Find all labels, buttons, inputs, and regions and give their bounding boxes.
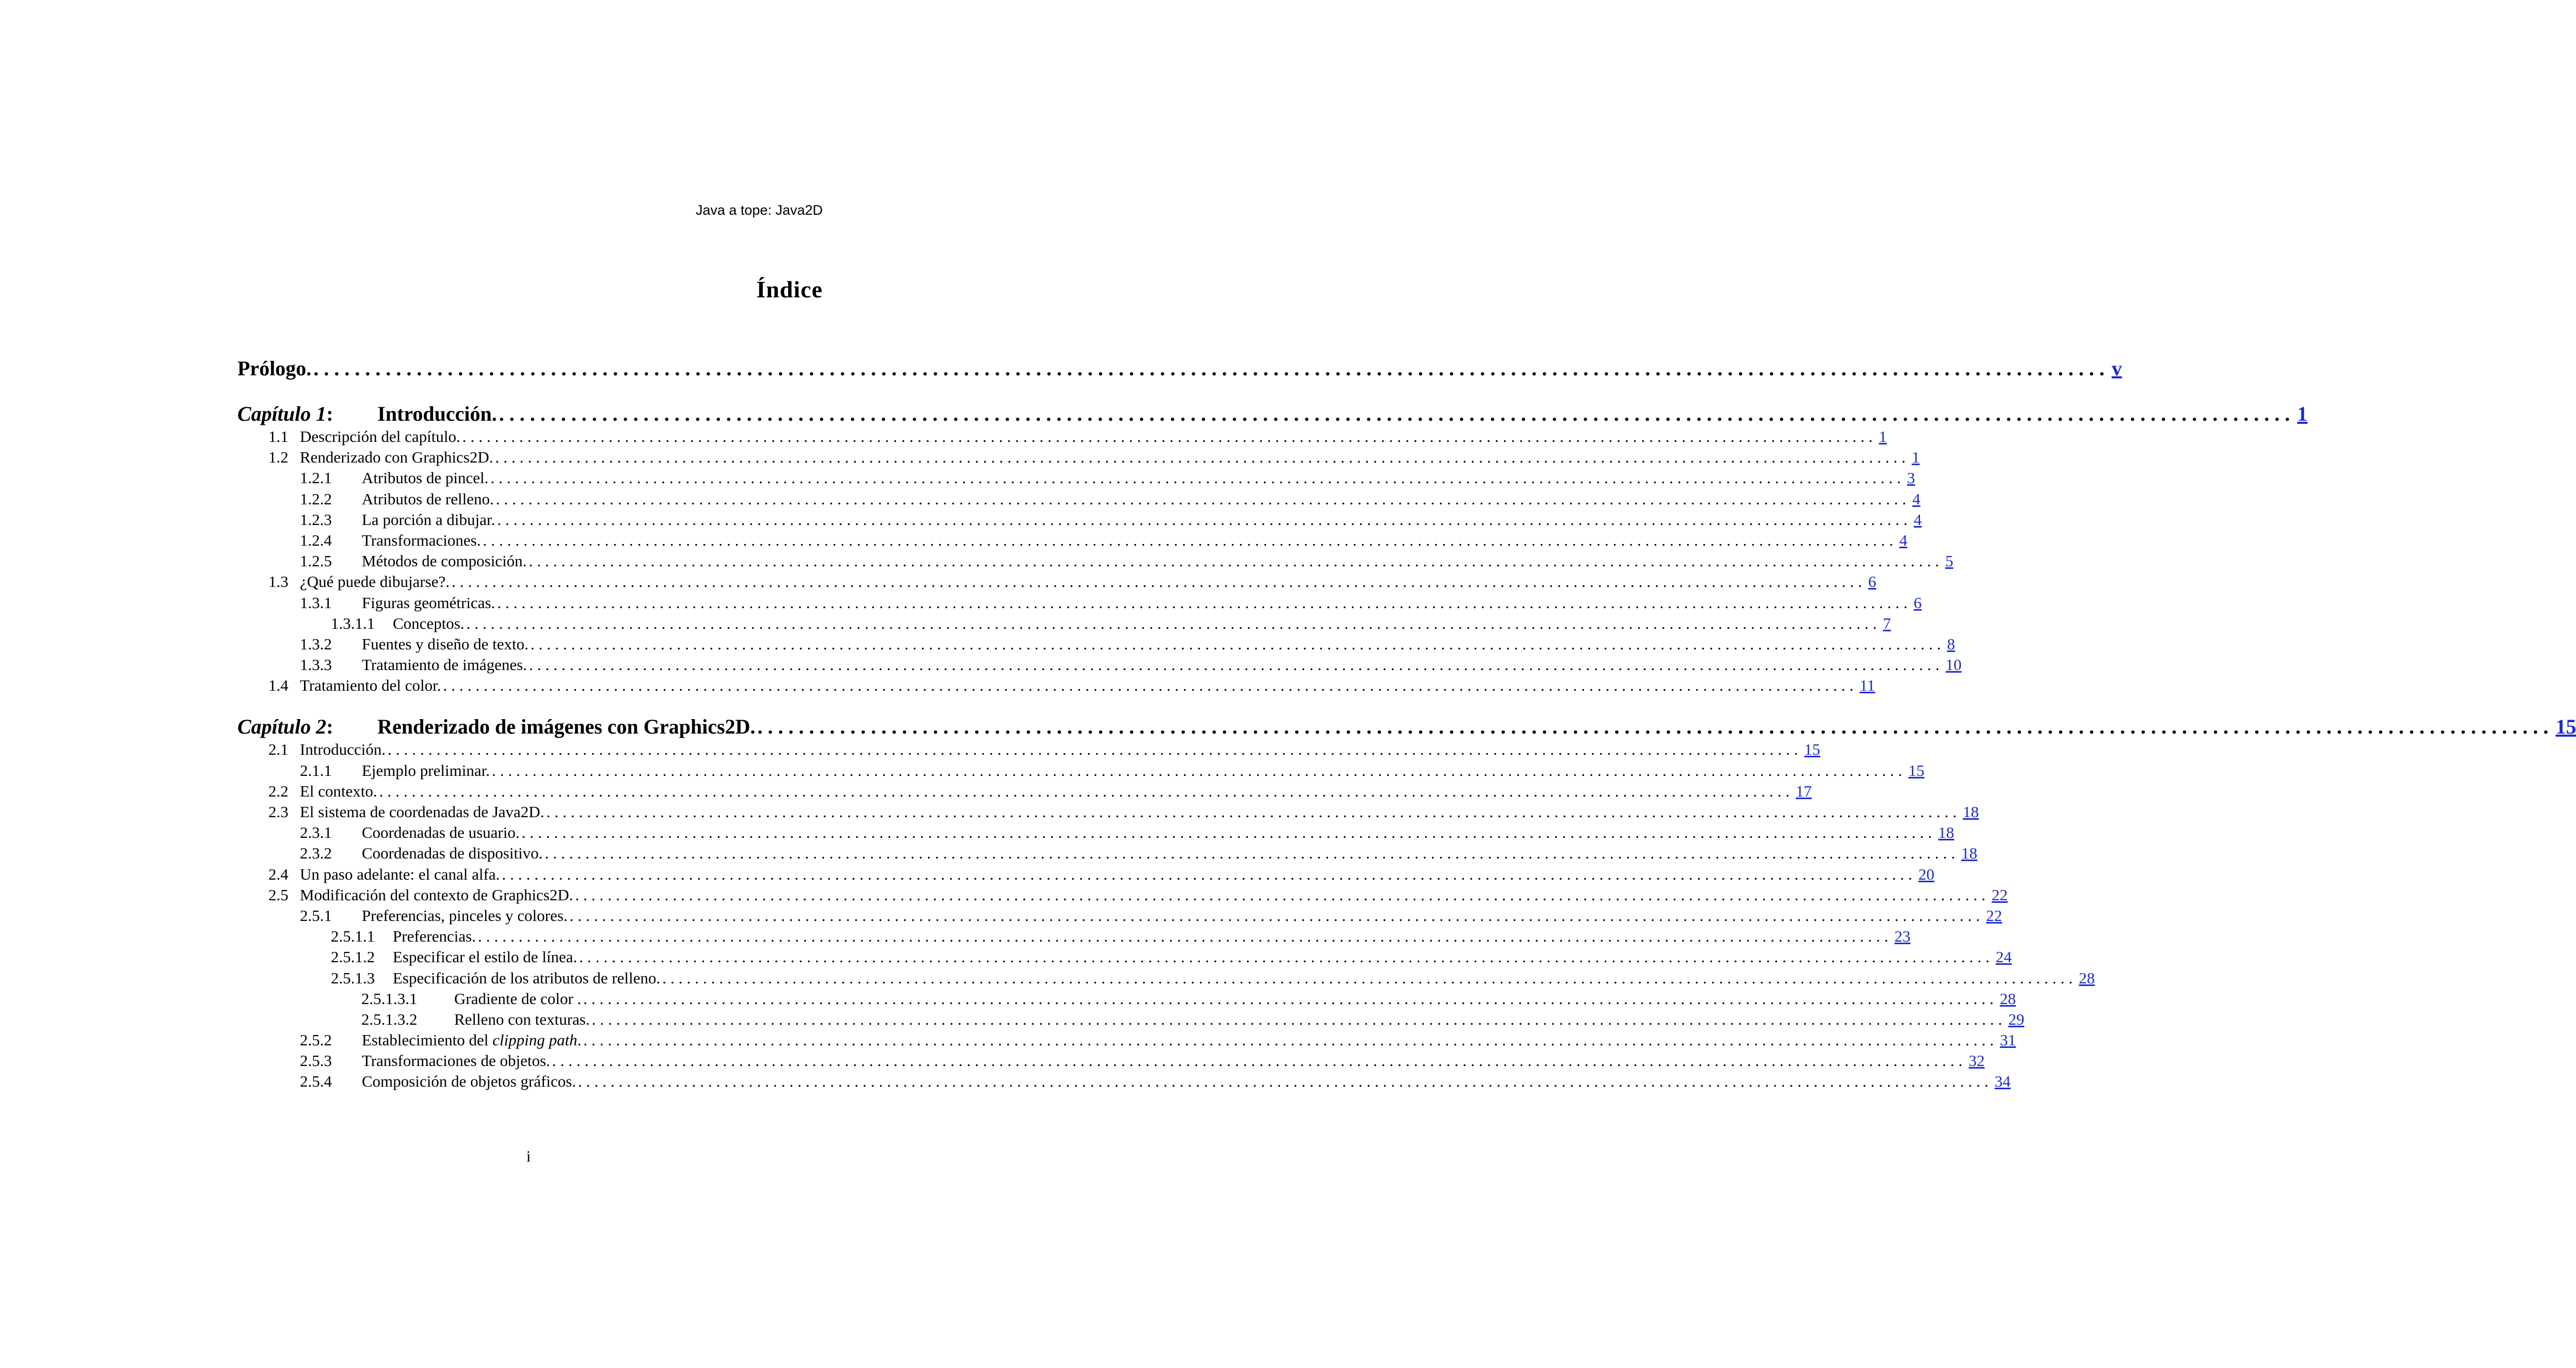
section-title: Descripción del capítulo. — [300, 427, 460, 446]
chapter-prefix: Capítulo 2 — [237, 715, 327, 739]
italic-term: clipping path — [492, 1031, 578, 1049]
chapter-colon: : — [326, 715, 333, 739]
toc-page-link[interactable]: 6 — [1868, 572, 1877, 591]
leader-dots: .............................................................................................................................................................................. — [497, 593, 1912, 612]
toc-entry[interactable] — [237, 885, 2008, 906]
section-title: El sistema de coordenadas de Java2D. — [300, 803, 545, 821]
toc-entry[interactable] — [237, 803, 1979, 823]
toc-page-link[interactable]: 18 — [1961, 844, 1977, 863]
leader-dots: .............................................................................................................................................................................. — [757, 715, 2554, 739]
section-number: 2.2 — [268, 782, 289, 800]
section-title: Ejemplo preliminar. — [362, 761, 490, 780]
leader-dots: .............................................................................................................................................................................. — [491, 761, 1907, 780]
toc-page-link[interactable]: 5 — [1945, 552, 1954, 570]
toc-page-link[interactable]: 29 — [2008, 1010, 2025, 1028]
toc-entry[interactable] — [237, 761, 1925, 782]
section-title: Establecimiento del clipping path. — [362, 1031, 582, 1049]
section-title: Especificación de los atributos de relleno. — [393, 968, 661, 987]
leader-dots: .............................................................................................................................................................................. — [499, 402, 2295, 425]
toc-page-link[interactable]: 22 — [1991, 885, 2008, 904]
section-number: 2.5.1.1 — [331, 927, 375, 946]
toc-entry[interactable] — [237, 489, 1921, 511]
toc-entry[interactable] — [237, 552, 1954, 572]
toc-entry[interactable] — [237, 1010, 2025, 1031]
section-number: 2.3.2 — [300, 844, 332, 863]
toc-page-link[interactable]: 1 — [2297, 402, 2308, 425]
leader-dots: .............................................................................................................................................................................. — [529, 552, 1943, 570]
leader-dots: .............................................................................................................................................................................. — [483, 531, 1897, 549]
toc-page-link[interactable]: 4 — [1913, 510, 1922, 529]
leader-dots: .............................................................................................................................................................................. — [579, 948, 1994, 966]
section-title: Gradiente de color . — [454, 989, 582, 1008]
leader-dots: .............................................................................................................................................................................. — [578, 1072, 1993, 1091]
section-number: 2.5.2 — [300, 1031, 332, 1049]
toc-page-link[interactable]: 18 — [1962, 803, 1979, 821]
toc-entry[interactable] — [237, 448, 1920, 469]
toc-page-link[interactable]: 15 — [2555, 715, 2576, 739]
toc-entry[interactable] — [237, 593, 1922, 614]
section-title: Relleno con texturas. — [454, 1010, 590, 1028]
toc-entry-prologo[interactable] — [237, 356, 2122, 382]
toc-page-link[interactable]: 11 — [1860, 676, 1875, 695]
toc-entry[interactable] — [237, 469, 1915, 489]
toc-page-link[interactable]: 20 — [1918, 865, 1934, 883]
section-title: Transformaciones de objetos. — [362, 1052, 550, 1070]
section-number: 2.4 — [268, 865, 289, 883]
toc-page-link[interactable]: 4 — [1912, 489, 1921, 508]
section-title: ¿Qué puede dibujarse?. — [300, 572, 450, 591]
section-title: Transformaciones. — [362, 531, 481, 549]
toc-page-link[interactable]: 32 — [1969, 1052, 1985, 1070]
section-number: 1.3.1.1 — [331, 614, 375, 632]
toc-entry[interactable] — [237, 634, 1955, 656]
leader-dots: .............................................................................................................................................................................. — [502, 865, 1916, 883]
section-title: Tratamiento de imágenes. — [362, 656, 527, 674]
section-title: Renderizado con Graphics2D. — [300, 448, 493, 467]
toc-entry[interactable] — [237, 865, 1934, 886]
toc-entry[interactable] — [237, 572, 1877, 593]
leader-dots: .............................................................................................................................................................................. — [529, 656, 1944, 674]
leader-dots: .............................................................................................................................................................................. — [662, 968, 2077, 987]
leader-dots: .............................................................................................................................................................................. — [443, 676, 1858, 695]
leader-dots: .............................................................................................................................................................................. — [545, 844, 1959, 863]
toc-page-link[interactable]: 18 — [1938, 823, 1955, 842]
toc-page-link[interactable]: 15 — [1804, 740, 1820, 759]
section-title: Atributos de pincel. — [362, 469, 489, 487]
section-title: Coordenadas de dispositivo. — [362, 844, 543, 863]
toc-entry[interactable] — [237, 844, 1977, 865]
leader-dots: .............................................................................................................................................................................. — [583, 989, 1998, 1008]
toc-page-link[interactable]: 1 — [1879, 427, 1887, 446]
toc-entry[interactable] — [237, 531, 1908, 552]
section-number: 1.1 — [268, 427, 289, 446]
section-number: 2.5.1.3 — [331, 968, 375, 987]
section-title: Modificación del contexto de Graphics2D. — [300, 885, 573, 904]
toc-page-link[interactable]: 7 — [1883, 614, 1891, 632]
running-header: Java a tope: Java2D — [695, 202, 823, 218]
toc-entry[interactable] — [237, 968, 2095, 990]
section-number: 2.1.1 — [300, 761, 332, 780]
section-title: Fuentes y diseño de texto. — [362, 634, 529, 653]
section-number: 1.2 — [268, 448, 289, 467]
chapter-title: Renderizado de imágenes con Graphics2D. — [377, 715, 756, 739]
page-number: i — [526, 1147, 531, 1165]
toc-entry[interactable] — [237, 927, 1911, 948]
section-title: Composición de objetos gráficos. — [362, 1072, 576, 1091]
leader-dots: .............................................................................................................................................................................. — [313, 357, 2110, 380]
leader-dots: .............................................................................................................................................................................. — [466, 614, 1881, 632]
toc-entry[interactable] — [237, 740, 1820, 761]
toc-entry[interactable] — [237, 948, 2012, 968]
toc-entry[interactable] — [237, 510, 1922, 531]
toc-entry[interactable] — [237, 656, 1962, 676]
toc-entry[interactable] — [237, 1052, 1985, 1072]
toc-entry-label: Prólogo. — [237, 357, 312, 380]
leader-dots: .............................................................................................................................................................................. — [490, 469, 1905, 487]
section-number: 1.3 — [268, 572, 289, 591]
section-number: 2.5.1 — [300, 906, 332, 925]
section-number: 2.5.4 — [300, 1072, 332, 1091]
toc-entry[interactable] — [237, 906, 2003, 927]
toc-page-link[interactable]: 24 — [1995, 948, 2012, 966]
section-number: 1.2.2 — [300, 489, 332, 508]
toc-page-link[interactable]: v — [2111, 357, 2122, 380]
chapter-prefix: Capítulo 1 — [237, 402, 327, 425]
section-number: 1.3.3 — [300, 656, 332, 674]
section-number: 2.5.1.3.1 — [361, 989, 418, 1008]
leader-dots: .............................................................................................................................................................................. — [495, 448, 1910, 467]
toc-chapter-2[interactable] — [237, 714, 2576, 740]
section-number: 2.5.1.2 — [331, 948, 375, 966]
section-number: 1.2.5 — [300, 552, 332, 570]
page-title: Índice — [756, 276, 823, 303]
section-number: 2.3 — [268, 803, 289, 821]
leader-dots: .............................................................................................................................................................................. — [452, 572, 1866, 591]
toc-page-link[interactable]: 31 — [1999, 1031, 2016, 1049]
leader-dots: .............................................................................................................................................................................. — [388, 740, 1802, 759]
leader-dots: .............................................................................................................................................................................. — [552, 1052, 1967, 1070]
section-title: Especificar el estilo de línea. — [393, 948, 578, 966]
leader-dots: .............................................................................................................................................................................. — [379, 782, 1794, 800]
section-title: Figuras geométricas. — [362, 593, 495, 612]
section-number: 2.3.1 — [300, 823, 332, 842]
table-of-contents — [237, 356, 2576, 1093]
chapter-colon: : — [326, 402, 333, 425]
leader-dots: .............................................................................................................................................................................. — [477, 927, 1893, 946]
section-number: 2.5.1.3.2 — [361, 1010, 418, 1028]
toc-page-link[interactable]: 10 — [1945, 656, 1962, 674]
leader-dots: .............................................................................................................................................................................. — [521, 823, 1937, 842]
toc-entry[interactable] — [237, 782, 1812, 803]
leader-dots: .............................................................................................................................................................................. — [591, 1010, 2007, 1028]
leader-dots: .............................................................................................................................................................................. — [569, 906, 1985, 925]
toc-page-link[interactable]: 28 — [2078, 968, 2095, 987]
toc-entry[interactable] — [237, 823, 1955, 844]
toc-entry[interactable] — [237, 427, 1887, 448]
toc-page-link[interactable]: 3 — [1907, 469, 1915, 487]
toc-page-link[interactable]: 8 — [1947, 634, 1955, 653]
section-title: Coordenadas de usuario. — [362, 823, 520, 842]
section-title: Atributos de relleno. — [362, 489, 494, 508]
toc-chapter-1[interactable] — [237, 402, 2308, 427]
section-title: El contexto. — [300, 782, 377, 800]
toc-page-link[interactable]: 4 — [1899, 531, 1908, 549]
section-number: 1.2.1 — [300, 469, 332, 487]
toc-page-link[interactable]: 22 — [1986, 906, 2003, 925]
toc-entry[interactable] — [237, 614, 1891, 635]
section-number: 2.5 — [268, 885, 289, 904]
toc-entry[interactable] — [237, 989, 2016, 1010]
toc-page-link[interactable]: 17 — [1796, 782, 1812, 800]
leader-dots: .............................................................................................................................................................................. — [575, 885, 1990, 904]
section-number: 1.2.4 — [300, 531, 332, 549]
section-number: 2.1 — [268, 740, 289, 759]
section-title: Preferencias. — [393, 927, 476, 946]
leader-dots: .............................................................................................................................................................................. — [497, 510, 1912, 529]
section-number: 1.3.2 — [300, 634, 332, 653]
section-title: Tratamiento del color. — [300, 676, 441, 695]
chapter-title: Introducción. — [377, 402, 497, 425]
toc-entry[interactable] — [237, 676, 1875, 697]
section-title: Conceptos. — [393, 614, 465, 632]
section-number: 1.3.1 — [300, 593, 332, 612]
toc-page-link[interactable]: 6 — [1913, 593, 1922, 612]
toc-entry[interactable] — [237, 1072, 2011, 1093]
leader-dots: .............................................................................................................................................................................. — [530, 634, 1945, 653]
section-number: 1.4 — [268, 676, 289, 695]
toc-page-link[interactable]: 23 — [1894, 927, 1911, 946]
toc-page-link[interactable]: 15 — [1908, 761, 1925, 780]
section-title: Un paso adelante: el canal alfa. — [300, 865, 500, 883]
section-number: 1.2.3 — [300, 510, 332, 529]
toc-entry[interactable] — [237, 1031, 2016, 1052]
leader-dots: .............................................................................................................................................................................. — [495, 489, 1911, 508]
section-title: Métodos de composición. — [362, 552, 527, 570]
section-title: Introducción. — [300, 740, 386, 759]
toc-page-link[interactable]: 28 — [1999, 989, 2016, 1008]
toc-page-link[interactable]: 1 — [1911, 448, 1920, 467]
leader-dots: .............................................................................................................................................................................. — [462, 427, 1877, 446]
section-title: La porción a dibujar. — [362, 510, 495, 529]
section-number: 2.5.3 — [300, 1052, 332, 1070]
toc-page-link[interactable]: 34 — [1994, 1072, 2011, 1091]
leader-dots: .............................................................................................................................................................................. — [546, 803, 1961, 821]
section-title: Preferencias, pinceles y colores. — [362, 906, 568, 925]
leader-dots: .............................................................................................................................................................................. — [583, 1031, 1998, 1049]
